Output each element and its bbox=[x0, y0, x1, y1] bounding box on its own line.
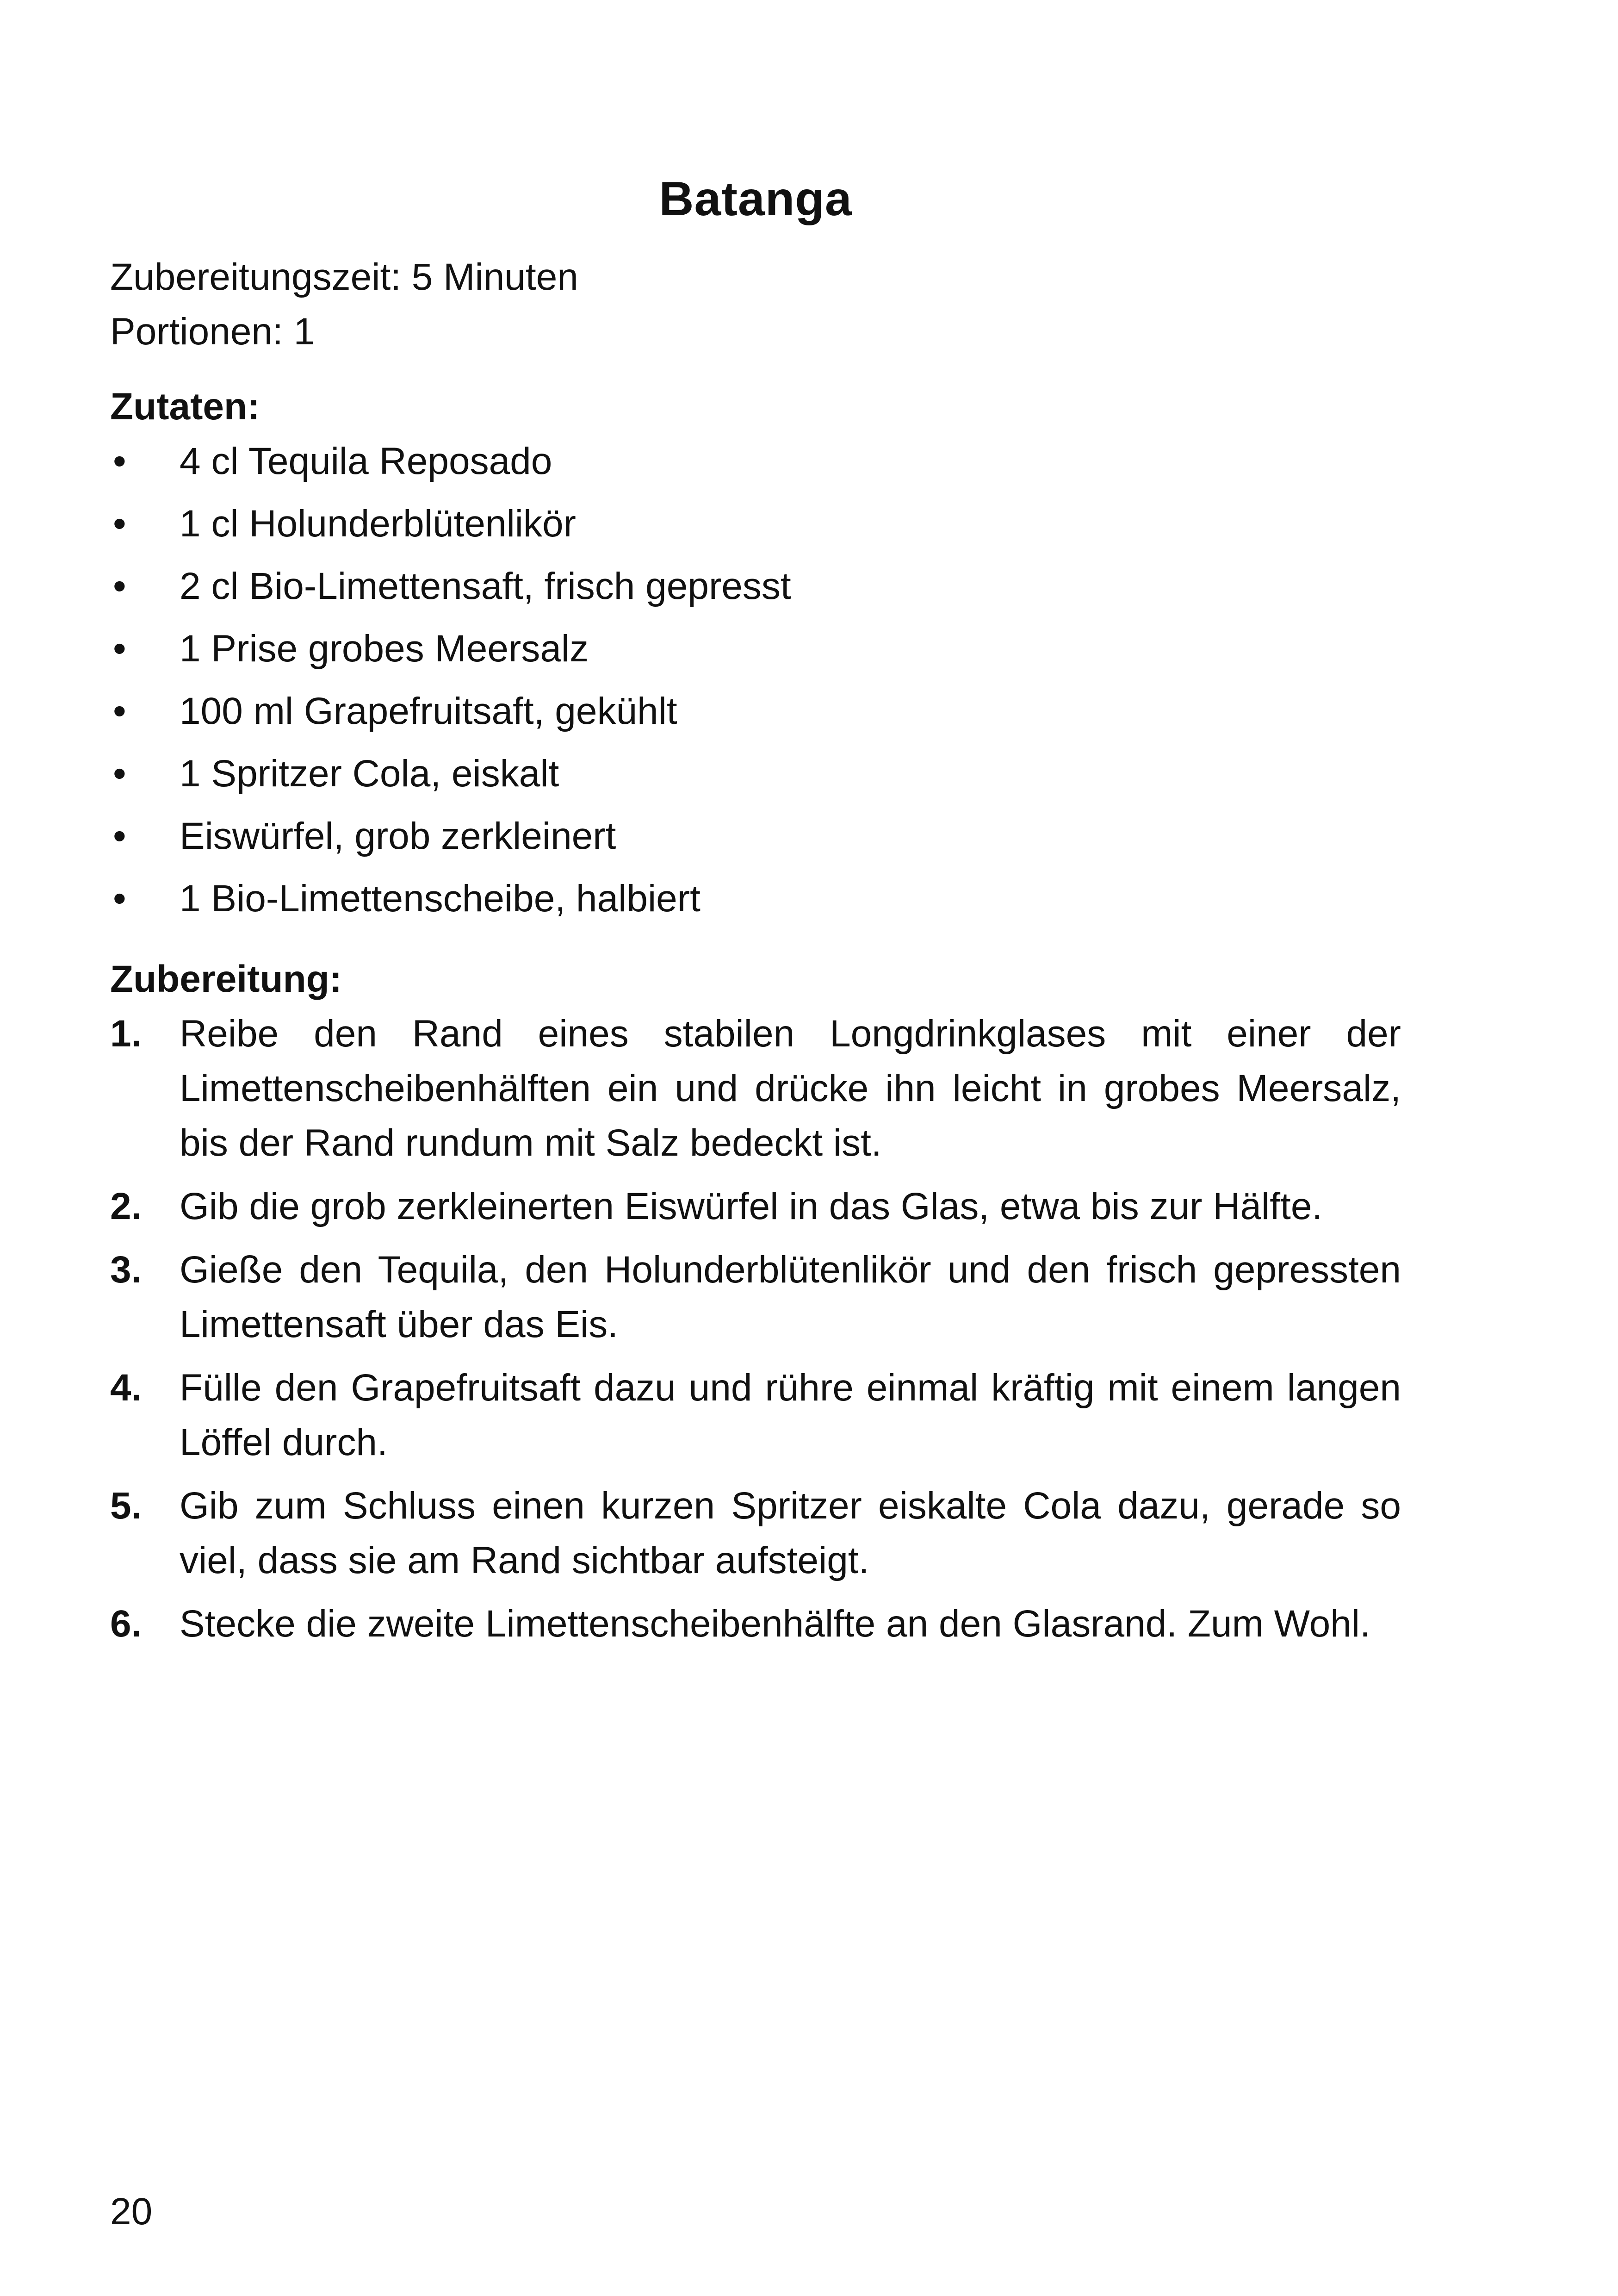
step-item bbox=[110, 1361, 1401, 1470]
ingredients-list bbox=[110, 434, 1401, 926]
bullet-icon: • bbox=[113, 503, 126, 545]
step-item bbox=[110, 1597, 1401, 1651]
steps-heading: Zubereitung: bbox=[110, 958, 342, 1000]
steps-list bbox=[110, 1007, 1401, 1651]
bullet-icon: • bbox=[113, 753, 126, 795]
step-number: 1. bbox=[110, 1013, 142, 1055]
bullet-icon: • bbox=[113, 440, 126, 482]
bullet-icon: • bbox=[113, 628, 126, 670]
ingredient-text: 100 ml Grapefruitsaft, gekühlt bbox=[180, 690, 677, 732]
recipe-content bbox=[110, 167, 1401, 1660]
page-number: 20 bbox=[110, 2190, 153, 2233]
step-number: 3. bbox=[110, 1249, 142, 1291]
bullet-icon: • bbox=[113, 815, 126, 857]
ingredient-item bbox=[110, 434, 1401, 489]
step-item bbox=[110, 1243, 1401, 1352]
servings: Portionen: 1 bbox=[110, 311, 315, 353]
step-number: 4. bbox=[110, 1367, 142, 1409]
step-text: Fülle den Grapefruitsaft dazu und rühre einmal kräftig mit einem langen Löffel durch. bbox=[180, 1367, 1401, 1463]
ingredient-item bbox=[110, 497, 1401, 551]
ingredient-item bbox=[110, 747, 1401, 801]
step-text: Gieße den Tequila, den Holunderblütenlikör und den frisch gepressten Limettensaft über das Eis. bbox=[180, 1249, 1401, 1345]
ingredient-item bbox=[110, 871, 1401, 926]
ingredient-item bbox=[110, 684, 1401, 739]
step-number: 6. bbox=[110, 1603, 142, 1645]
step-item bbox=[110, 1179, 1401, 1234]
recipe-title: Batanga bbox=[659, 172, 852, 226]
step-number: 2. bbox=[110, 1185, 142, 1227]
step-text: Reibe den Rand eines stabilen Longdrinkglases mit einer der Limettenscheibenhälften ein und drücke ihn leicht in grobes Meersalz, bis der Rand rundum mit Salz bedeckt ist. bbox=[180, 1013, 1401, 1164]
step-text: Stecke die zweite Limettenscheibenhälfte an den Glasrand. Zum Wohl. bbox=[180, 1603, 1370, 1645]
ingredient-item bbox=[110, 809, 1401, 864]
bullet-icon: • bbox=[113, 690, 126, 732]
step-text: Gib zum Schluss einen kurzen Spritzer eiskalte Cola dazu, gerade so viel, dass sie am Rand sichtbar aufsteigt. bbox=[180, 1485, 1401, 1581]
ingredient-item bbox=[110, 622, 1401, 676]
step-item bbox=[110, 1007, 1401, 1170]
ingredient-text: 1 cl Holunderblütenlikör bbox=[180, 503, 576, 545]
ingredients-heading: Zutaten: bbox=[110, 386, 260, 428]
prep-time: Zubereitungszeit: 5 Minuten bbox=[110, 256, 578, 298]
step-item bbox=[110, 1479, 1401, 1588]
step-number: 5. bbox=[110, 1485, 142, 1527]
ingredient-item bbox=[110, 559, 1401, 614]
ingredient-text: 2 cl Bio-Limettensaft, frisch gepresst bbox=[180, 565, 791, 607]
ingredient-text: 1 Bio-Limettenscheibe, halbiert bbox=[180, 877, 701, 920]
ingredient-text: 4 cl Tequila Reposado bbox=[180, 440, 552, 482]
bullet-icon: • bbox=[113, 565, 126, 607]
ingredient-text: Eiswürfel, grob zerkleinert bbox=[180, 815, 616, 857]
ingredient-text: 1 Prise grobes Meersalz bbox=[180, 628, 589, 670]
ingredient-text: 1 Spritzer Cola, eiskalt bbox=[180, 753, 559, 795]
bullet-icon: • bbox=[113, 877, 126, 920]
step-text: Gib die grob zerkleinerten Eiswürfel in das Glas, etwa bis zur Hälfte. bbox=[180, 1185, 1323, 1227]
